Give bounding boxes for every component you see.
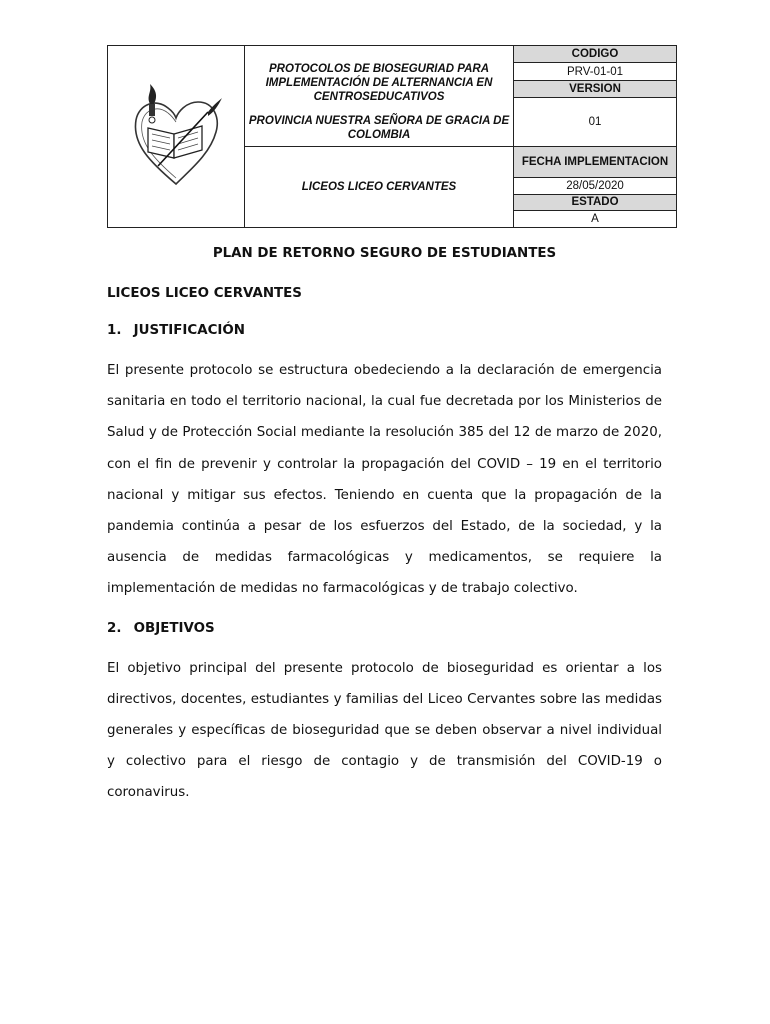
document-body: [107, 246, 662, 825]
document-header-table: [107, 45, 677, 228]
section-title: JUSTIFICACIÓN: [133, 323, 246, 338]
section-title: OBJETIVOS: [133, 620, 215, 636]
codigo-label: CODIGO: [514, 46, 677, 63]
school-name: LICEOS LICEO CERVANTES: [107, 286, 302, 301]
estado-value: A: [514, 211, 677, 228]
heart-book-quill-logo: [128, 74, 224, 194]
section-body-justificacion: El presente protocolo se estructura obedeciendo a la declaración de emergencia sanitaria en todo el territorio nacional, la cual fue decretada por los Ministerios de Salud y de Protección Social mediante la resolución 385 del 12 de marzo de 2020, con el fin de prevenir y controlar la propagación del COVID – 19 en el territorio nacional y mitigar sus efectos. Teniendo en cuenta que la propagación de la pandemia continúa a pesar de los esfuerzos del Estado, de la sociedad, y la ausencia de medidas farmacológicas y medicamentos, se requiere la implementación de medidas no farmacológicas y de trabajo colectivo.: [107, 363, 662, 597]
section-heading-objetivos: [107, 621, 662, 636]
fecha-value: 28/05/2020: [514, 177, 677, 194]
section-body-objetivos: El objetivo principal del presente protocolo de bioseguridad es orientar a los directivos, docentes, estudiantes y familias del Liceo Cervantes sobre las medidas generales y específicas de bioseguridad que se deben observar a nivel individual y colectivo para el riesgo de contagio y de transmisión del COVID-19 o coronavirus.: [107, 660, 662, 801]
institution-name: LICEOS LICEO CERVANTES: [245, 147, 514, 228]
document-title: PLAN DE RETORNO SEGURO DE ESTUDIANTES: [212, 246, 557, 261]
province-name: PROVINCIA NUESTRA SEÑORA DE GRACIA DE COLOMBIA: [248, 115, 510, 141]
protocol-title: PROTOCOLOS DE BIOSEGURIAD PARA IMPLEMENTACIÓN DE ALTERNANCIA EN CENTROSEDUCATIVOS: [265, 63, 493, 103]
version-value: 01: [514, 98, 677, 147]
fecha-label: FECHA IMPLEMENTACION: [514, 147, 677, 177]
logo-cell: [108, 46, 245, 228]
section-number: 1.: [107, 323, 122, 338]
codigo-value: PRV-01-01: [514, 63, 677, 80]
section-number: 2.: [107, 620, 122, 636]
protocol-title-cell: [245, 46, 514, 147]
section-heading-justificacion: [107, 323, 662, 338]
estado-label: ESTADO: [514, 194, 677, 211]
version-label: VERSION: [514, 80, 677, 97]
